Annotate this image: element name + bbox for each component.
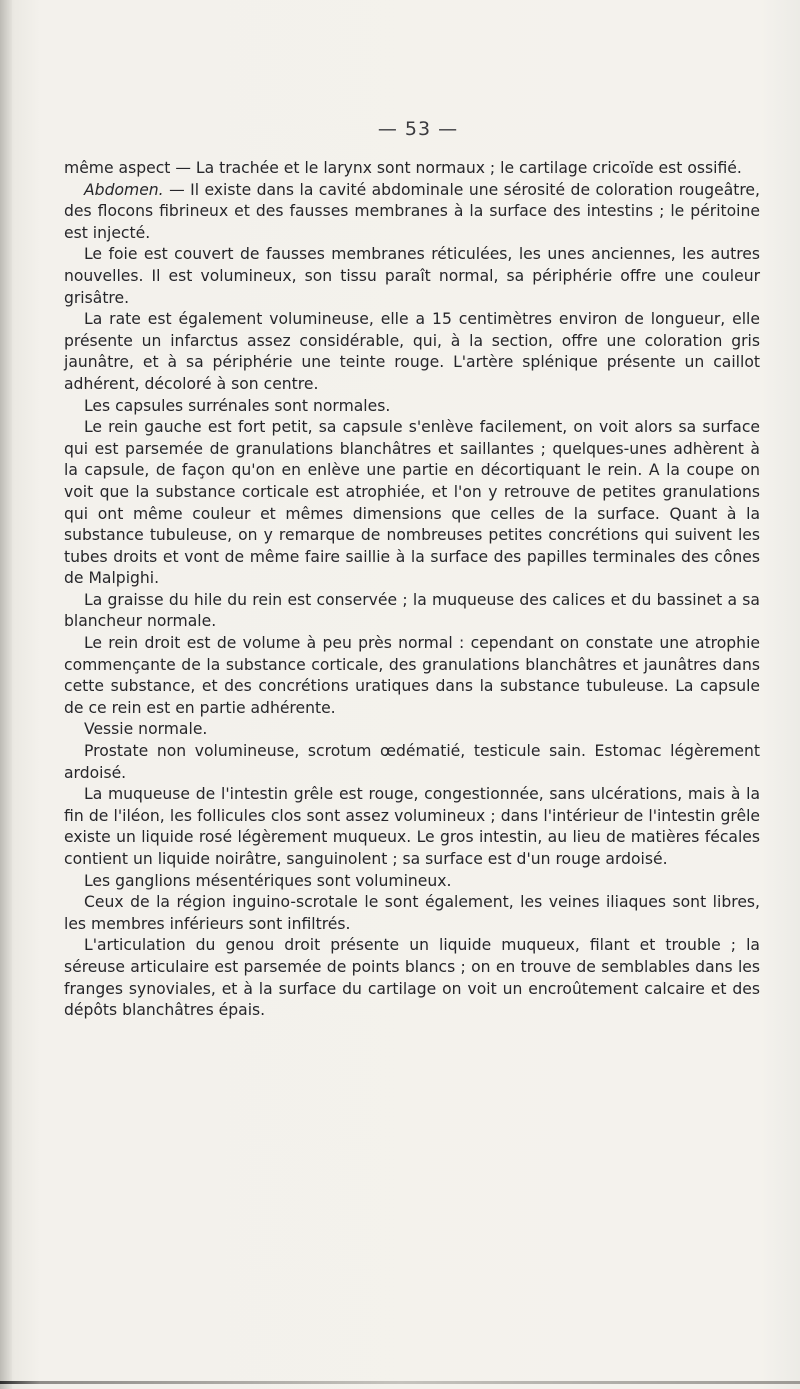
paragraph-text: — Il existe dans la cavité abdominale une sérosité de coloration rougeâtre, des flocons fibrineux et des fausses membranes à la surface des intestins ; le péritoine est injecté. (64, 180, 760, 242)
paragraph: Le foie est couvert de fausses membranes réticulées, les unes anciennes, les autres nouvelles. Il est volumineux, son tissu paraît normal, sa périphérie offre une couleur grisâtre. (64, 245, 760, 307)
paragraph: Le rein droit est de volume à peu près normal : cependant on constate une atrophie commençante de la substance corticale, des granulations blanchâtres et jaunâtres dans cette substance, et des concrétions uratiques dans la substance tubuleuse. La capsule de ce rein est en partie adhérente. (64, 634, 760, 717)
section-title: Abdomen. (84, 180, 164, 199)
paragraph: Les ganglions mésentériques sont volumineux. (84, 871, 452, 890)
paragraph: Le rein gauche est fort petit, sa capsule s'enlève facilement, on voit alors sa surface qui est parsemée de granulations blanchâtres et saillantes ; quelques-unes adhèrent à la capsule, de façon qu'on en enlève une partie en décortiquant le rein. A la coupe on voit que la substance corticale est atrophiée, et l'on y retrouve de petites granulations qui ont même couleur et mêmes dimensions que celles de la surface. Quant à la substance tubuleuse, on y remarque de nombreuses petites concrétions qui suivent les tubes droits et vont de même faire saillie à la surface des papilles terminales des cônes de Malpighi. (64, 418, 760, 588)
paragraph-abdomen (64, 180, 760, 245)
page-bottom-edge (0, 1381, 800, 1384)
page-number: — 53 — (377, 118, 459, 140)
paragraph: Les capsules surrénales sont normales. (84, 396, 391, 415)
paragraph: La rate est également volumineuse, elle a 15 centimètres environ de longueur, elle présente un infarctus assez considérable, qui, à la section, offre une coloration gris jaunâtre, et à sa périphérie une teinte rouge. L'artère splénique présente un caillot adhérent, décoloré à son centre. (64, 310, 760, 393)
paragraph: Vessie normale. (84, 720, 208, 739)
body-text (64, 158, 760, 1022)
paragraph: Prostate non volumineuse, scrotum œdématié, testicule sain. Estomac légèrement ardoisé. (64, 742, 760, 782)
page-spine-shadow (0, 0, 12, 1389)
paragraph: Ceux de la région inguino-scrotale le sont également, les veines iliaques sont libres, les membres inférieurs sont infiltrés. (64, 893, 760, 933)
paragraph: même aspect — La trachée et le larynx sont normaux ; le cartilage cricoïde est ossifié. (64, 159, 742, 177)
paragraph: L'articulation du genou droit présente un liquide muqueux, filant et trouble ; la séreuse articulaire est parsemée de points blancs ; on en trouve de semblables dans les franges synoviales, et à la surface du cartilage on voit un encroûtement calcaire et des dépôts blanchâtres épais. (64, 936, 760, 1020)
paragraph: La muqueuse de l'intestin grêle est rouge, congestionnée, sans ulcérations, mais à la fin de l'iléon, les follicules clos sont assez volumineux ; dans l'intérieur de l'intestin grêle existe un liquide rosé légèrement muqueux. Le gros intestin, au lieu de matières fécales contient un liquide noirâtre, sanguinolent ; sa surface est d'un rouge ardoisé. (64, 785, 760, 868)
paragraph: La graisse du hile du rein est conservée ; la muqueuse des calices et du bassinet a sa blancheur normale. (64, 590, 760, 631)
